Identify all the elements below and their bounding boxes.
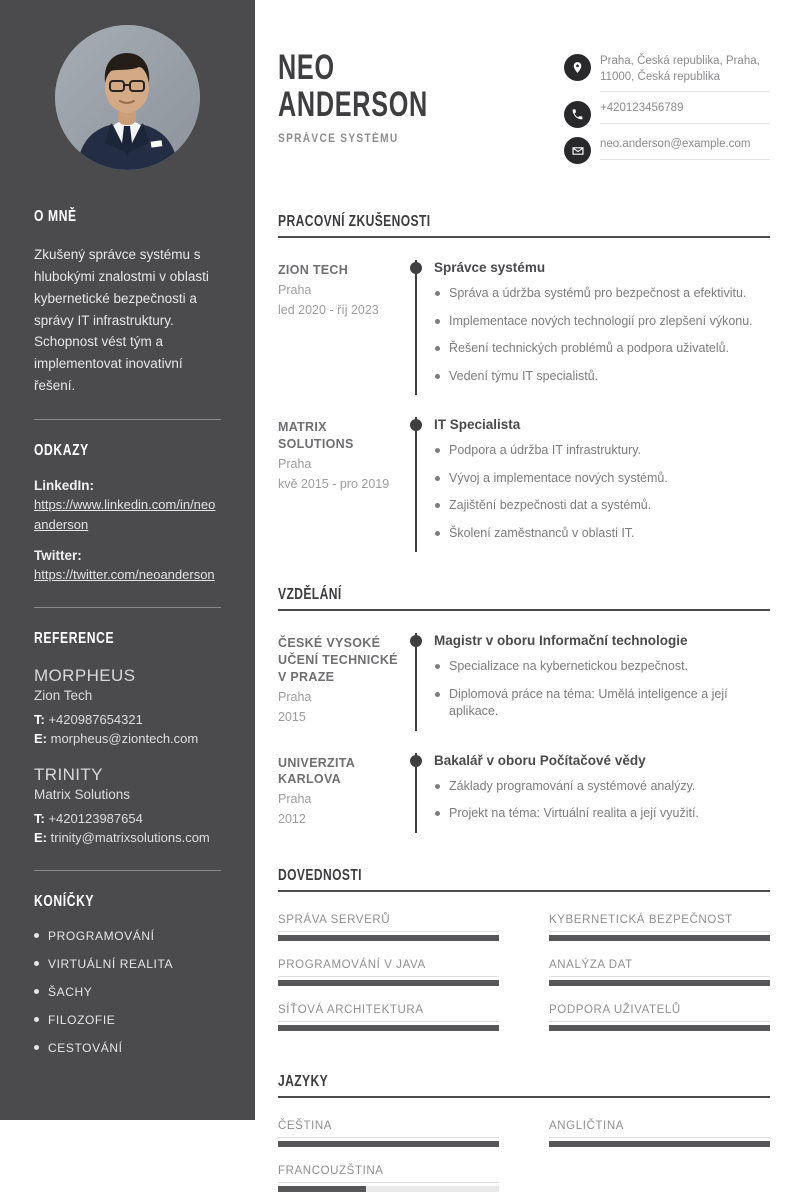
education-heading: VZDĚLÁNÍ — [278, 586, 770, 611]
profile-photo — [55, 25, 200, 170]
language-bar-fill — [278, 1186, 366, 1192]
entry-meta — [278, 753, 402, 833]
bullet-item: Základy programování a systémové analýzy. — [434, 778, 770, 796]
responsibility-list — [434, 442, 770, 542]
reference-email — [34, 729, 221, 749]
bullet-dot-icon — [435, 811, 440, 816]
language-bar-fill — [549, 1141, 770, 1147]
skill-label: PROGRAMOVÁNÍ V JAVA — [278, 959, 499, 977]
reference-company: Matrix Solutions — [34, 786, 131, 802]
company-name: ZION TECH — [278, 263, 349, 278]
reference-email — [34, 828, 221, 848]
degree-title: Bakalář v oboru Počítačové vědy — [434, 752, 646, 768]
contact-row-email — [564, 137, 770, 164]
skill-bar-fill — [278, 935, 499, 941]
timeline-dot-icon — [410, 635, 422, 647]
skill-label: ANALÝZA DAT — [549, 959, 770, 977]
bullet-item: Školení zaměstnanců v oblasti IT. — [434, 525, 770, 543]
skill-item — [278, 1004, 499, 1031]
links-section — [34, 442, 221, 585]
bullet-dot-icon — [435, 291, 440, 296]
contact-row-address — [564, 54, 770, 92]
bullet-dot-icon — [34, 989, 39, 994]
school-name: UNIVERZITA KARLOVA — [278, 755, 355, 787]
bullet-dot-icon — [34, 961, 39, 966]
bullet-dot-icon — [435, 692, 440, 697]
portrait-illustration — [55, 25, 200, 170]
education-entry — [278, 753, 770, 833]
skill-bar — [549, 935, 770, 941]
skill-bar-fill — [549, 935, 770, 941]
bullet-dot-icon — [34, 933, 39, 938]
skill-item — [549, 1004, 770, 1031]
hobbies-section — [34, 893, 221, 1055]
skill-bar — [549, 1025, 770, 1031]
last-name: ANDERSON — [278, 84, 428, 124]
contact-row-phone — [564, 101, 770, 128]
language-label: ANGLIČTINA — [549, 1120, 770, 1138]
link-item-linkedin — [34, 478, 221, 534]
employment-dates: led 2020 - říj 2023 — [278, 303, 379, 318]
reference-name: MORPHEUS — [34, 665, 136, 685]
profile-photo-wrap — [34, 25, 221, 170]
bullet-dot-icon — [435, 784, 440, 789]
skill-label: KYBERNETICKÁ BEZPEČNOST — [549, 914, 770, 932]
experience-heading: PRACOVNÍ ZKUŠENOSTI — [278, 213, 770, 238]
experience-section — [278, 213, 770, 552]
email-label: E: — [34, 731, 47, 747]
education-detail-list — [434, 658, 770, 721]
contact-email: neo.anderson@example.com — [600, 137, 770, 160]
bullet-dot-icon — [435, 346, 440, 351]
education-entry — [278, 633, 770, 731]
company-name: MATRIX SOLUTIONS — [278, 420, 354, 451]
reference-item — [34, 765, 221, 848]
entry-meta — [278, 417, 402, 552]
entry-meta — [278, 260, 402, 395]
hobbies-heading: KONÍČKY — [34, 892, 95, 910]
bullet-item: Správa a údržba systémů pro bezpečnost a efektivitu. — [434, 285, 770, 303]
bullet-item: Podpora a údržba IT infrastruktury. — [434, 442, 770, 460]
sidebar-divider — [34, 870, 221, 871]
language-bar — [278, 1141, 499, 1147]
skill-label: SÍŤOVÁ ARCHITEKTURA — [278, 1004, 499, 1022]
entry-detail — [415, 633, 770, 731]
skills-grid — [278, 914, 770, 1031]
bullet-item: Řešení technických problémů a podpora uživatelů. — [434, 340, 770, 358]
language-item — [278, 1120, 499, 1147]
first-name: NEO — [278, 48, 335, 87]
linkedin-label: LinkedIn: — [34, 478, 94, 494]
contact-phone: +420123456789 — [600, 101, 770, 124]
hobby-item: CESTOVÁNÍ — [34, 1041, 221, 1055]
phone-label: T: — [34, 711, 45, 727]
references-heading: REFERENCE — [34, 629, 115, 647]
language-label: FRANCOUZŠTINA — [278, 1165, 499, 1183]
phone-icon — [564, 101, 591, 128]
contact-block — [564, 48, 770, 173]
school-name: ČESKÉ VYSOKÉ UČENÍ TECHNICKÉ V PRAZE — [278, 636, 398, 684]
education-detail-list — [434, 778, 770, 823]
link-item-twitter — [34, 548, 221, 585]
skills-section — [278, 867, 770, 1031]
bullet-dot-icon — [34, 1045, 39, 1050]
skill-label: PODPORA UŽIVATELŮ — [549, 1004, 770, 1022]
entry-meta — [278, 633, 402, 731]
position-title: Správce systému — [434, 260, 546, 276]
skill-item — [549, 959, 770, 986]
experience-entry — [278, 260, 770, 395]
bullet-item: Vedení týmu IT specialistů. — [434, 368, 770, 386]
hobby-item: ŠACHY — [34, 985, 221, 999]
location-icon — [564, 54, 591, 81]
skill-item — [278, 959, 499, 986]
employment-dates: kvě 2015 - pro 2019 — [278, 476, 390, 491]
bullet-dot-icon — [435, 664, 440, 669]
twitter-label: Twitter: — [34, 548, 82, 564]
reference-name: TRINITY — [34, 764, 103, 784]
email-icon — [564, 137, 591, 164]
linkedin-url-link[interactable]: https://www.linkedin.com/in/neoanderson — [34, 497, 216, 532]
hobby-item: PROGRAMOVÁNÍ — [34, 929, 221, 943]
about-section — [34, 208, 221, 397]
hobby-item: FILOZOFIE — [34, 1013, 221, 1027]
language-bar-fill — [278, 1141, 499, 1147]
school-location: Praha — [278, 792, 312, 807]
email-value: trinity@matrixsolutions.com — [50, 830, 210, 846]
sidebar-divider — [34, 419, 221, 420]
entry-detail — [415, 753, 770, 833]
bullet-item: Zajištění bezpečnosti dat a systémů. — [434, 497, 770, 515]
skill-bar — [278, 980, 499, 986]
language-bar — [549, 1141, 770, 1147]
job-title: SPRÁVCE SYSTÉMU — [278, 132, 399, 145]
entry-detail — [415, 260, 770, 395]
skill-bar — [278, 1025, 499, 1031]
phone-label: T: — [34, 810, 45, 826]
responsibility-list — [434, 285, 770, 385]
skill-bar — [278, 935, 499, 941]
reference-item — [34, 666, 221, 749]
language-item — [549, 1120, 770, 1147]
experience-entry — [278, 417, 770, 552]
about-text: Zkušený správce systému s hlubokými znalostmi v oblasti kybernetické bezpečnosti a správy IT infrastruktury. Schopnost vést tým a implementovat inovativní řešení. — [34, 247, 209, 394]
bullet-dot-icon — [435, 476, 440, 481]
skills-heading: DOVEDNOSTI — [278, 867, 770, 892]
bullet-dot-icon — [34, 1017, 39, 1022]
bullet-dot-icon — [435, 374, 440, 379]
languages-section — [278, 1073, 770, 1192]
email-label: E: — [34, 830, 47, 846]
graduation-year: 2015 — [278, 709, 306, 724]
skill-item — [278, 914, 499, 941]
education-section — [278, 586, 770, 833]
phone-value: +420123987654 — [48, 810, 143, 826]
skill-bar — [549, 980, 770, 986]
language-label: ČEŠTINA — [278, 1120, 499, 1138]
languages-heading: JAZYKY — [278, 1073, 770, 1098]
entry-detail — [415, 417, 770, 552]
reference-phone — [34, 809, 221, 829]
company-location: Praha — [278, 456, 312, 471]
twitter-url-link[interactable]: https://twitter.com/neoanderson — [34, 567, 215, 583]
timeline-dot-icon — [410, 755, 422, 767]
bullet-item: Implementace nových technologií pro zlepšení výkonu. — [434, 313, 770, 331]
languages-grid-spacer — [549, 1165, 770, 1192]
bullet-dot-icon — [435, 319, 440, 324]
skill-bar-fill — [278, 1025, 499, 1031]
phone-value: +420987654321 — [48, 711, 143, 727]
skill-bar-fill — [549, 1025, 770, 1031]
skill-item — [549, 914, 770, 941]
bullet-dot-icon — [435, 503, 440, 508]
about-heading: O MNĚ — [34, 208, 77, 225]
bullet-item: Specializace na kybernetickou bezpečnost. — [434, 658, 770, 676]
timeline-dot-icon — [410, 262, 422, 274]
bullet-item: Vývoj a implementace nových systémů. — [434, 470, 770, 488]
skill-label: SPRÁVA SERVERŮ — [278, 914, 499, 932]
bullet-item: Diplomová práce na téma: Umělá inteligence a její aplikace. — [434, 686, 770, 721]
graduation-year: 2012 — [278, 812, 306, 827]
contact-address: Praha, Česká republika, Praha, 11000, Česká republika — [600, 54, 770, 92]
skill-bar-fill — [549, 980, 770, 986]
references-section — [34, 630, 221, 848]
language-item — [278, 1165, 499, 1192]
company-location: Praha — [278, 282, 312, 297]
reference-phone — [34, 710, 221, 730]
header — [278, 48, 770, 173]
main-content — [255, 0, 794, 1177]
hobby-item: VIRTUÁLNÍ REALITA — [34, 957, 221, 971]
timeline-dot-icon — [410, 419, 422, 431]
languages-grid — [278, 1120, 770, 1192]
email-value: morpheus@ziontech.com — [50, 731, 199, 747]
position-title: IT Specialista — [434, 417, 521, 433]
name-block — [278, 48, 486, 173]
degree-title: Magistr v oboru Informační technologie — [434, 633, 688, 649]
school-location: Praha — [278, 689, 312, 704]
bullet-item: Projekt na téma: Virtuální realita a její využití. — [434, 805, 770, 823]
language-bar — [278, 1186, 499, 1192]
sidebar — [0, 0, 255, 1120]
links-heading: ODKAZY — [34, 442, 89, 460]
hobby-list — [34, 929, 221, 1055]
skill-bar-fill — [278, 980, 499, 986]
reference-company: Zion Tech — [34, 687, 93, 703]
bullet-dot-icon — [435, 448, 440, 453]
sidebar-divider — [34, 607, 221, 608]
bullet-dot-icon — [435, 531, 440, 536]
